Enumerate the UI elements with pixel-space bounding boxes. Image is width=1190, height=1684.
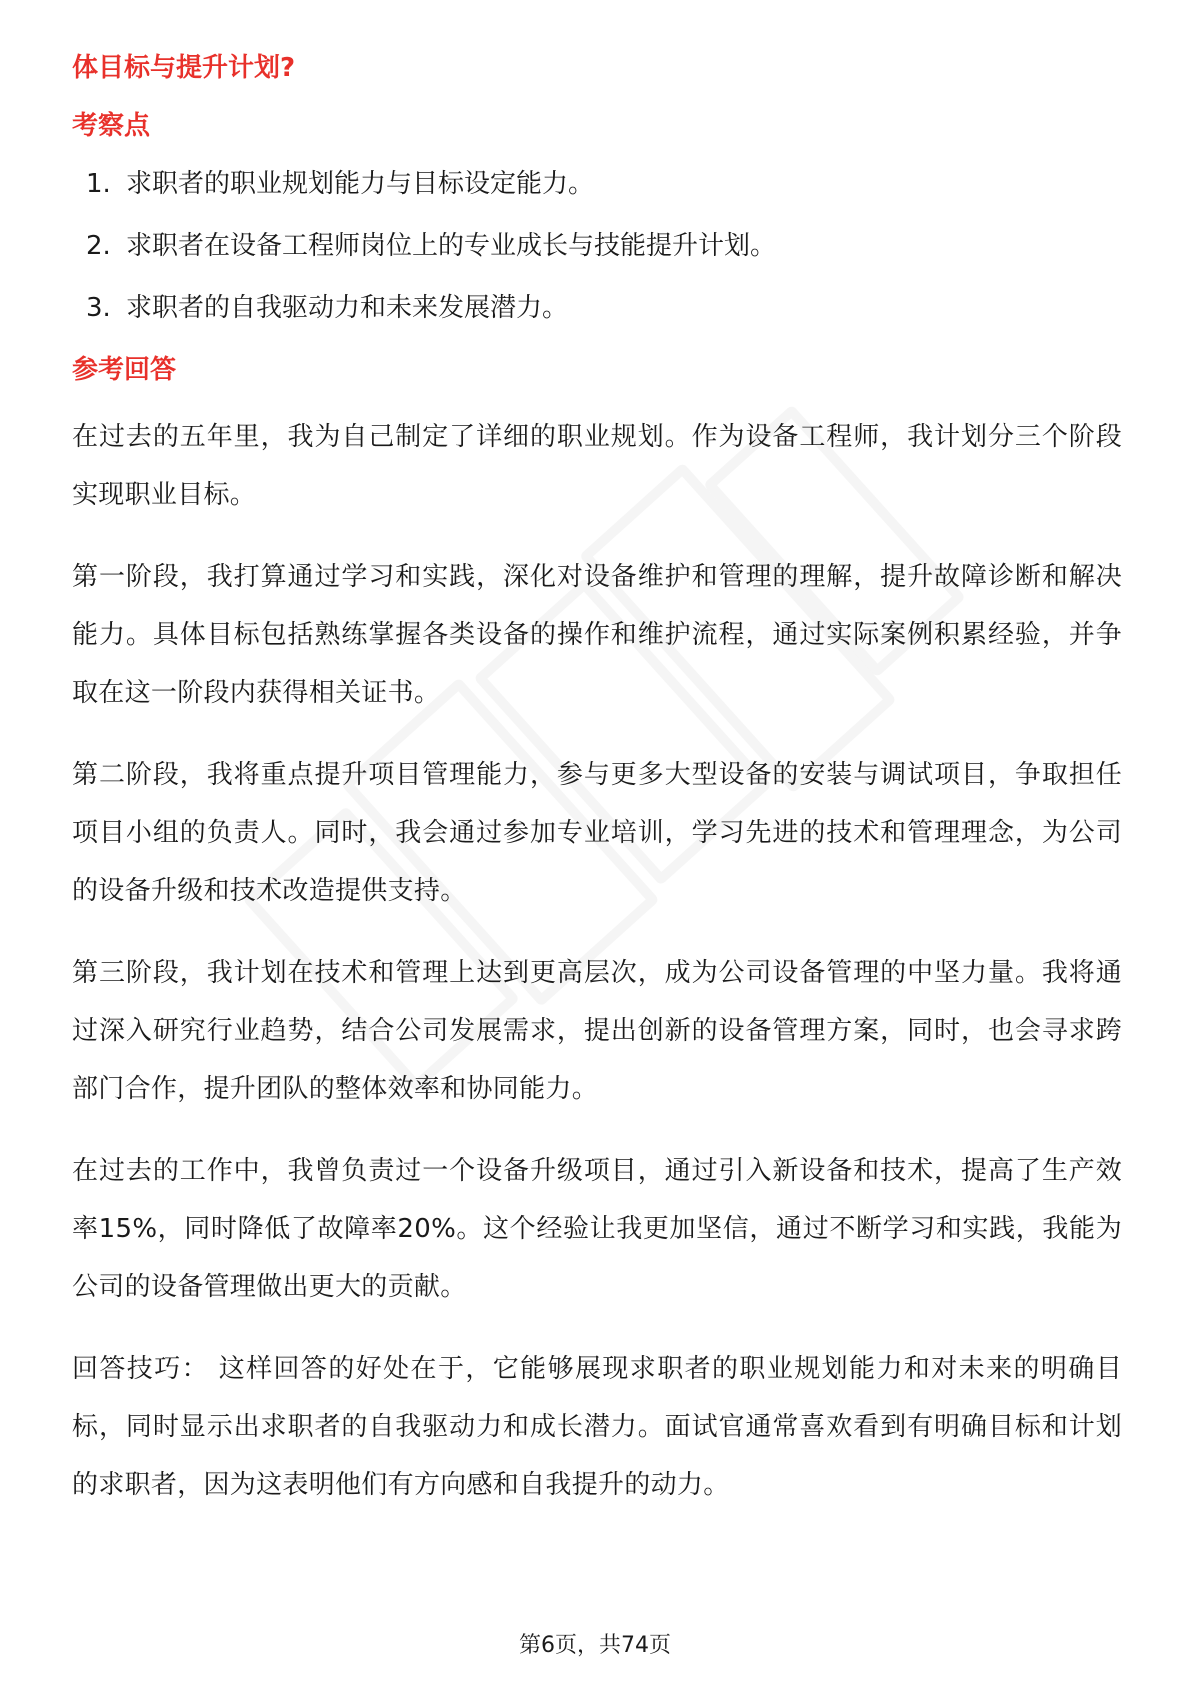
list-item-number: 1. xyxy=(86,169,111,199)
question-title: 体目标与提升计划? xyxy=(72,53,296,83)
points-heading: 考察点 xyxy=(72,111,151,141)
answer-paragraph: 第一阶段，我打算通过学习和实践，深化对设备维护和管理的理解，提升故障诊断和解决能力。具体目标包括熟练掌握各类设备的操作和维护流程，通过实际案例积累经验，并争取在这一阶段内获得相关证书。 xyxy=(72,562,1122,708)
list-item xyxy=(72,226,1122,266)
list-item-text: 求职者的职业规划能力与目标设定能力。 xyxy=(126,169,595,199)
list-item-text: 求职者在设备工程师岗位上的专业成长与技能提升计划。 xyxy=(126,231,777,261)
answer-paragraph: 在过去的五年里，我为自己制定了详细的职业规划。作为设备工程师，我计划分三个阶段实现职业目标。 xyxy=(72,422,1122,510)
list-item-number: 2. xyxy=(86,231,111,261)
answer-paragraph: 第三阶段，我计划在技术和管理上达到更高层次，成为公司设备管理的中坚力量。我将通过深入研究行业趋势，结合公司发展需求，提出创新的设备管理方案，同时，也会寻求跨部门合作，提升团队的整体效率和协同能力。 xyxy=(72,958,1122,1104)
list-item xyxy=(72,164,1122,204)
answer-heading: 参考回答 xyxy=(72,355,177,385)
list-item-number: 3. xyxy=(86,293,111,323)
list-item xyxy=(72,288,1122,328)
answer-paragraph: 第二阶段，我将重点提升项目管理能力，参与更多大型设备的安装与调试项目，争取担任项目小组的负责人。同时，我会通过参加专业培训，学习先进的技术和管理理念，为公司的设备升级和技术改造提供支持。 xyxy=(72,760,1122,906)
document-page xyxy=(72,40,1122,1538)
points-list xyxy=(72,164,1122,328)
page-number: 第6页，共74页 xyxy=(519,1633,671,1658)
list-item-text: 求职者的自我驱动力和未来发展潜力。 xyxy=(126,293,569,323)
answer-tips-paragraph: 回答技巧： 这样回答的好处在于，它能够展现求职者的职业规划能力和对未来的明确目标，同时显示出求职者的自我驱动力和成长潜力。面试官通常喜欢看到有明确目标和计划的求职者，因为这表明他们有方向感和自我提升的动力。 xyxy=(72,1354,1122,1500)
answer-paragraph: 在过去的工作中，我曾负责过一个设备升级项目，通过引入新设备和技术，提高了生产效率15%，同时降低了故障率20%。这个经验让我更加坚信，通过不断学习和实践，我能为公司的设备管理做出更大的贡献。 xyxy=(72,1156,1122,1302)
